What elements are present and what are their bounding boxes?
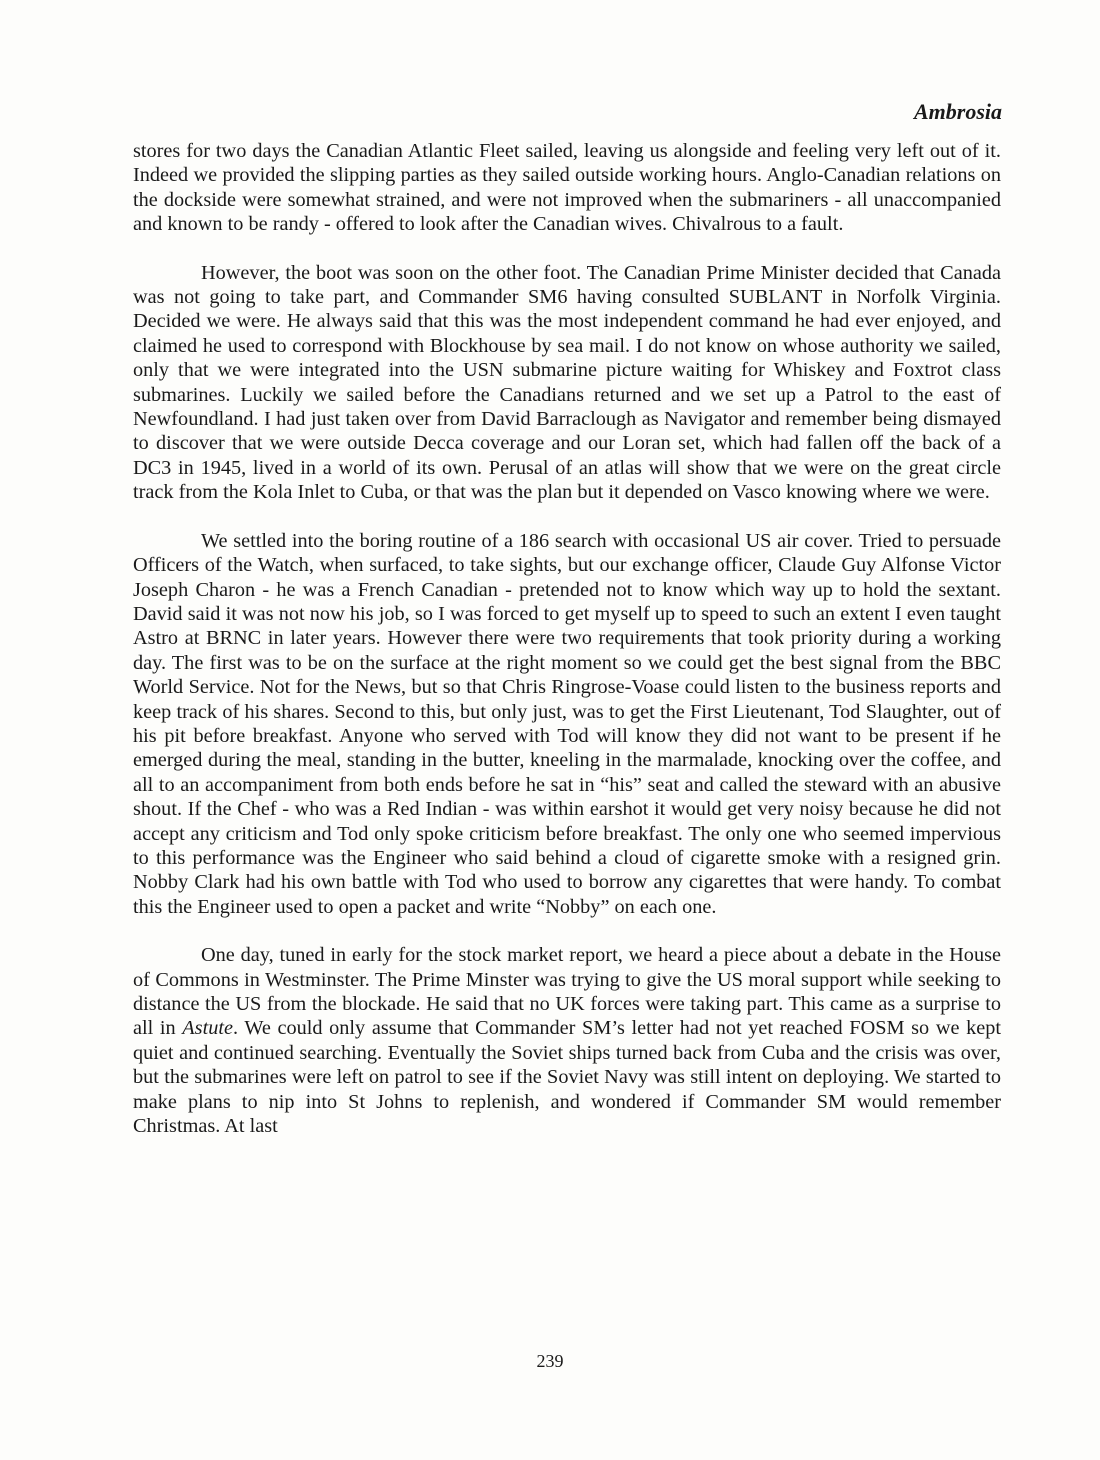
submarine-name-italic: Astute — [182, 1017, 233, 1040]
paragraph-2: However, the boot was soon on the other foot. The Canadian Prime Minister decided that Canada was not going to take part, and Commander SM6 having consulted SUBLANT in Norfolk Virginia. Decided we were. He always said that this was the most independent command he had ever enjoyed, and claimed he used to correspond with Blockhouse by sea mail. I do not know on whose authority we sailed, only that we were integrated into the USN submarine picture waiting for Whiskey and Foxtrot class submarines. Luckily we sailed before the Canadians returned and we set up a Patrol to the east of Newfoundland. I had just taken over from David Barraclough as Navigator and remember being dismayed to discover that we were outside Decca coverage and our Loran set, which had fallen off the back of a DC3 in 1945, lived in a world of its own. Perusal of an atlas will show that we were on the great circle track from the Kola Inlet to Cuba, or that was the plan but it depended on Vasco knowing where we were. — [133, 261, 1001, 504]
paragraph-3: We settled into the boring routine of a 186 search with occasional US air cover. Tried to persuade Officers of the Watch, when surfaced, to take sights, but our exchange officer, Claude Guy Alfonse Victor Joseph Charon - he was a French Canadian - pretended not to know which way up to hold the sextant. David said it was not now his job, so I was forced to get myself up to speed to such an extent I even taught Astro at BRNC in later years. However there were two requirements that took priority during a working day. The first was to be on the surface at the right moment so we could get the best signal from the BBC World Service. Not for the News, but so that Chris Ringrose-Voase could listen to the business reports and keep track of his shares. Second to this, but only just, was to get the First Lieutenant, Tod Slaughter, out of his pit before breakfast. Anyone who served with Tod will know they did not want to be present if he emerged during the meal, standing in the butter, kneeling in the marmalade, knocking over the coffee, and all to an accompaniment from both ends before he sat in “his” seat and called the steward with an abusive shout. If the Chef - who was a Red Indian - was within earshot it would get very noisy because he did not accept any criticism and Tod only spoke criticism before breakfast. The only one who seemed impervious to this performance was the Engineer who said behind a cloud of cigarette smoke with a resigned grin. Nobby Clark had his own battle with Tod who used to borrow any cigarettes that were handy. To combat this the Engineer used to open a packet and write “Nobby” on each one. — [133, 529, 1001, 918]
paragraph-4-text-before: One day, tuned in early for the stock market report, we heard a piece about a debate in the House of Commons in Westminster. The Prime Minster was trying to give the US moral support while seeking to distance the US from the blockade. He said that no UK forces were taking part. This came as a surprise to all in — [133, 944, 1001, 1040]
running-head-title: Ambrosia — [913, 99, 1002, 124]
paragraph-4 — [133, 943, 1001, 1138]
paragraph-4-text-after: . We could only assume that Commander SM’s letter had not yet reached FOSM so we kept quiet and continued searching. Eventually the Soviet ships turned back from Cuba and the crisis was over, but the submarines were left on patrol to see if the Soviet Navy was still intent on deploying. We started to make plans to nip into St Johns to replenish, and wondered if Commander SM would remember Christmas. At last — [133, 1017, 1002, 1138]
page-number: 239 — [536, 1351, 564, 1371]
paragraph-1: stores for two days the Canadian Atlantic Fleet sailed, leaving us alongside and feeling very left out of it. Indeed we provided the slipping parties as they sailed outside working hours. Anglo-Canadian relations on the dockside were somewhat strained, and were not improved when the submariners - all unaccompanied and known to be randy - offered to look after the Canadian wives. Chivalrous to a fault. — [133, 140, 1001, 236]
body-text — [133, 139, 1001, 1138]
